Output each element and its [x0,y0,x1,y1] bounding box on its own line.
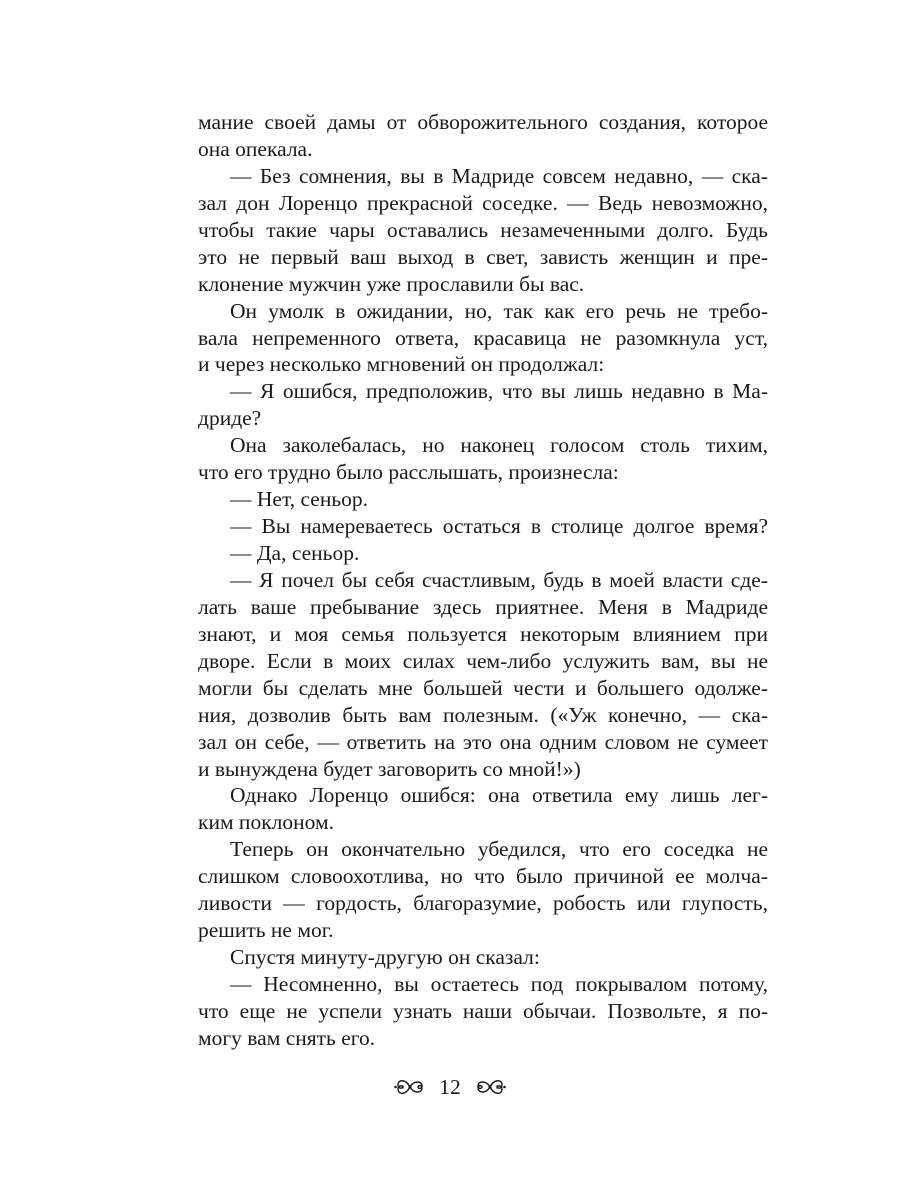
text-line: она опекала. [198,136,313,161]
text-line: — Да, сеньор. [230,541,360,565]
fleuron-left-icon [393,1075,427,1099]
text-line: дриде? [198,406,262,431]
text-line: мание своей дамы от обворожительного создания, которое [198,110,768,134]
text-line: Однако Лоренцо ошибся: она ответила ему лишь лег- [230,783,768,808]
text-line: Она заколебалась, но наконец голосом столь тихим, [230,433,768,458]
text-line: ливости — гордость, благоразумие, робость или глупость, [198,891,768,916]
text-line: и вынуждена будет заговорить со мной!») [198,756,581,781]
text-line: ния, дозволив быть вам полезным. («Уж конечно, — ска- [198,702,768,727]
text-line: вала непременного ответа, красавица не разомкнула уст, [198,325,768,350]
text-line: зал он себе, — ответить на это она одним словом не сумеет [198,729,768,754]
page-body-text [198,109,768,1052]
text-line: — Вы намереваетесь остаться в столице долгое время? [230,514,768,539]
text-line: Теперь он окончательно убедился, что его соседка не [230,837,768,862]
text-line: — Без сомнения, вы в Мадриде совсем недавно, — ска- [230,163,768,188]
text-line: знают, и моя семья пользуется некоторым влиянием при [198,621,768,646]
text-line: и через несколько мгновений он продолжал: [198,352,605,377]
text-line: дворе. Если в моих силах чем-либо услужить вам, вы не [198,648,768,673]
text-line: чтобы такие чары оставались незамеченными долго. Будь [198,217,768,242]
text-line: — Я ошибся, предположив, что вы лишь недавно в Ма- [230,379,768,404]
text-line: могу вам снять его. [198,1025,376,1050]
text-line: это не первый ваш выход в свет, зависть женщин и пре- [198,244,768,269]
page-number: 12 [439,1075,461,1099]
text-line: слишком словоохотлива, но что было причиной ее молча- [198,864,768,889]
text-line: клонение мужчин уже прославили бы вас. [198,271,585,296]
text-line: ким поклоном. [198,810,334,835]
text-line: Спустя минуту-другую он сказал: [230,945,540,970]
text-line: — Нет, сеньор. [230,487,369,512]
text-line: решить не мог. [198,918,334,943]
text-line: что еще не успели узнать наши обычаи. Позвольте, я по- [198,998,768,1023]
text-line: лать ваше пребывание здесь приятнее. Меня в Мадриде [198,594,768,619]
text-line: Он умолк в ожидании, но, так как его речь не требо- [230,298,768,323]
text-line: могли бы сделать мне большей чести и большего одолже- [198,675,768,700]
text-line: — Я почел бы себя счастливым, будь в моей власти сде- [230,567,768,592]
text-line: — Несомненно, вы остаетесь под покрывалом потому, [230,972,768,996]
page-footer [0,1072,900,1102]
text-line: зал дон Лоренцо прекрасной соседке. — Ведь невозможно, [198,190,768,215]
text-line: что его трудно было расслышать, произнесла: [198,460,619,485]
fleuron-right-icon [473,1075,507,1099]
